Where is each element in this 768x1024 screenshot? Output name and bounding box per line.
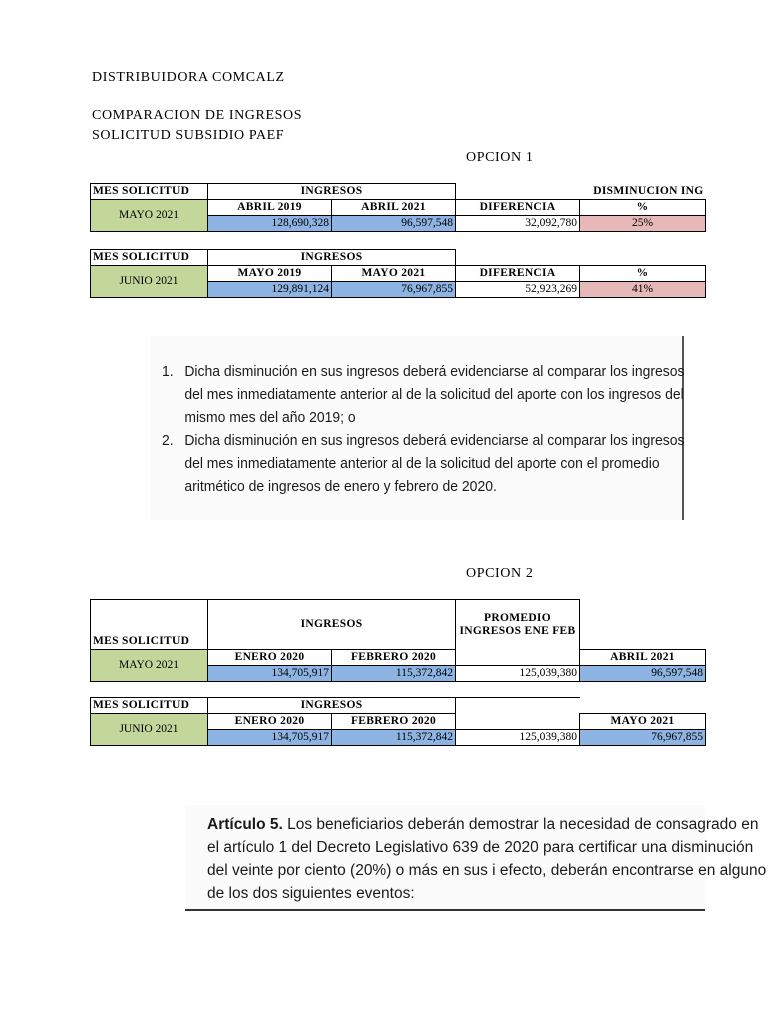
mes-cell: JUNIO 2021 bbox=[91, 266, 208, 298]
value-diferencia: 32,092,780 bbox=[456, 216, 580, 232]
promedio-label-line2: INGRESOS ENE FEB bbox=[459, 624, 576, 637]
value-abril-2021: 96,597,548 bbox=[332, 216, 456, 232]
value-diferencia: 52,923,269 bbox=[456, 282, 580, 298]
opcion-2-title: OPCION 2 bbox=[466, 566, 534, 581]
mes-solicitud-label: MES SOLICITUD bbox=[91, 634, 208, 650]
company-name: DISTRIBUIDORA COMCALZ bbox=[92, 70, 285, 85]
value-mayo-2021: 76,967,855 bbox=[332, 282, 456, 298]
col-mayo-2021: MAYO 2021 bbox=[580, 714, 706, 730]
col-febrero-2020: FEBRERO 2020 bbox=[332, 714, 456, 730]
opcion-1-table-mayo bbox=[90, 183, 706, 232]
mes-solicitud-label: MES SOLICITUD bbox=[91, 698, 208, 714]
legal-excerpt-1 bbox=[150, 336, 684, 520]
value-enero-2020: 134,705,917 bbox=[208, 666, 332, 682]
value-promedio: 125,039,380 bbox=[456, 666, 580, 682]
item-text: Dicha disminución en sus ingresos deberá evidenciarse al comparar los ingresos del mes inmediatamente anterior al de la solicitud del aporte con los ingresos del mismo mes del año 2019; o bbox=[184, 363, 685, 426]
col-percent: % bbox=[580, 266, 706, 282]
ingresos-label: INGRESOS bbox=[208, 250, 456, 266]
ingresos-label: INGRESOS bbox=[208, 698, 456, 714]
disminucion-label: DISMINUCION ING bbox=[593, 184, 704, 197]
col-diferencia: DIFERENCIA bbox=[456, 200, 580, 216]
opcion-2-table-junio bbox=[90, 697, 706, 746]
col-abril-2021: ABRIL 2021 bbox=[580, 650, 706, 666]
col-enero-2020: ENERO 2020 bbox=[208, 650, 332, 666]
value-percent: 25% bbox=[580, 216, 706, 232]
col-abril-2021: ABRIL 2021 bbox=[332, 200, 456, 216]
opcion-2-table-mayo bbox=[90, 599, 706, 682]
value-mayo-2019: 129,891,124 bbox=[208, 282, 332, 298]
item-text: Dicha disminución en sus ingresos deberá evidenciarse al comparar los ingresos del mes inmediatamente anterior al de la solicitud del aporte con el promedio aritmético de ingresos de enero y febrero de 2020. bbox=[184, 432, 685, 495]
col-mayo-2019: MAYO 2019 bbox=[208, 266, 332, 282]
mes-cell: JUNIO 2021 bbox=[91, 714, 208, 746]
value-mayo-2021: 76,967,855 bbox=[580, 730, 706, 746]
col-febrero-2020: FEBRERO 2020 bbox=[332, 650, 456, 666]
col-percent: % bbox=[580, 200, 706, 216]
value-promedio: 125,039,380 bbox=[456, 730, 580, 746]
report-title: COMPARACION DE INGRESOS bbox=[92, 108, 303, 123]
promedio-label-line1: PROMEDIO bbox=[484, 611, 551, 624]
col-abril-2019: ABRIL 2019 bbox=[208, 200, 332, 216]
value-febrero-2020: 115,372,842 bbox=[332, 730, 456, 746]
article-5-text bbox=[207, 813, 767, 905]
ingresos-label: INGRESOS bbox=[208, 184, 456, 200]
col-enero-2020: ENERO 2020 bbox=[208, 714, 332, 730]
mes-cell: MAYO 2021 bbox=[91, 650, 208, 682]
opcion-1-title: OPCION 1 bbox=[466, 150, 534, 165]
item-number: 1. bbox=[162, 363, 174, 380]
promedio-label bbox=[456, 600, 580, 650]
requirements-list bbox=[162, 360, 685, 498]
requirement-item-1 bbox=[162, 360, 701, 429]
item-number: 2. bbox=[162, 432, 174, 449]
value-enero-2020: 134,705,917 bbox=[208, 730, 332, 746]
value-abril-2021: 96,597,548 bbox=[580, 666, 706, 682]
article-heading: Artículo 5. bbox=[207, 816, 283, 833]
requirement-item-2 bbox=[162, 429, 701, 498]
value-percent: 41% bbox=[580, 282, 706, 298]
report-subtitle: SOLICITUD SUBSIDIO PAEF bbox=[92, 128, 285, 143]
legal-excerpt-2 bbox=[185, 805, 767, 911]
value-abril-2019: 128,690,328 bbox=[208, 216, 332, 232]
mes-solicitud-label: MES SOLICITUD bbox=[91, 250, 208, 266]
col-diferencia: DIFERENCIA bbox=[456, 266, 580, 282]
opcion-1-table-junio bbox=[90, 249, 706, 298]
ingresos-label: INGRESOS bbox=[208, 600, 456, 650]
value-febrero-2020: 115,372,842 bbox=[332, 666, 456, 682]
mes-solicitud-label: MES SOLICITUD bbox=[91, 184, 208, 200]
mes-cell: MAYO 2021 bbox=[91, 200, 208, 232]
article-body: Los beneficiarios deberán demostrar la necesidad de consagrado en el artículo 1 del Decreto Legislativo 639 de 2020 para certificar una disminución del veinte por ciento (20%) o más en sus i efecto, deberán encontrarse en alguno de los dos siguientes eventos: bbox=[207, 816, 767, 902]
col-mayo-2021: MAYO 2021 bbox=[332, 266, 456, 282]
